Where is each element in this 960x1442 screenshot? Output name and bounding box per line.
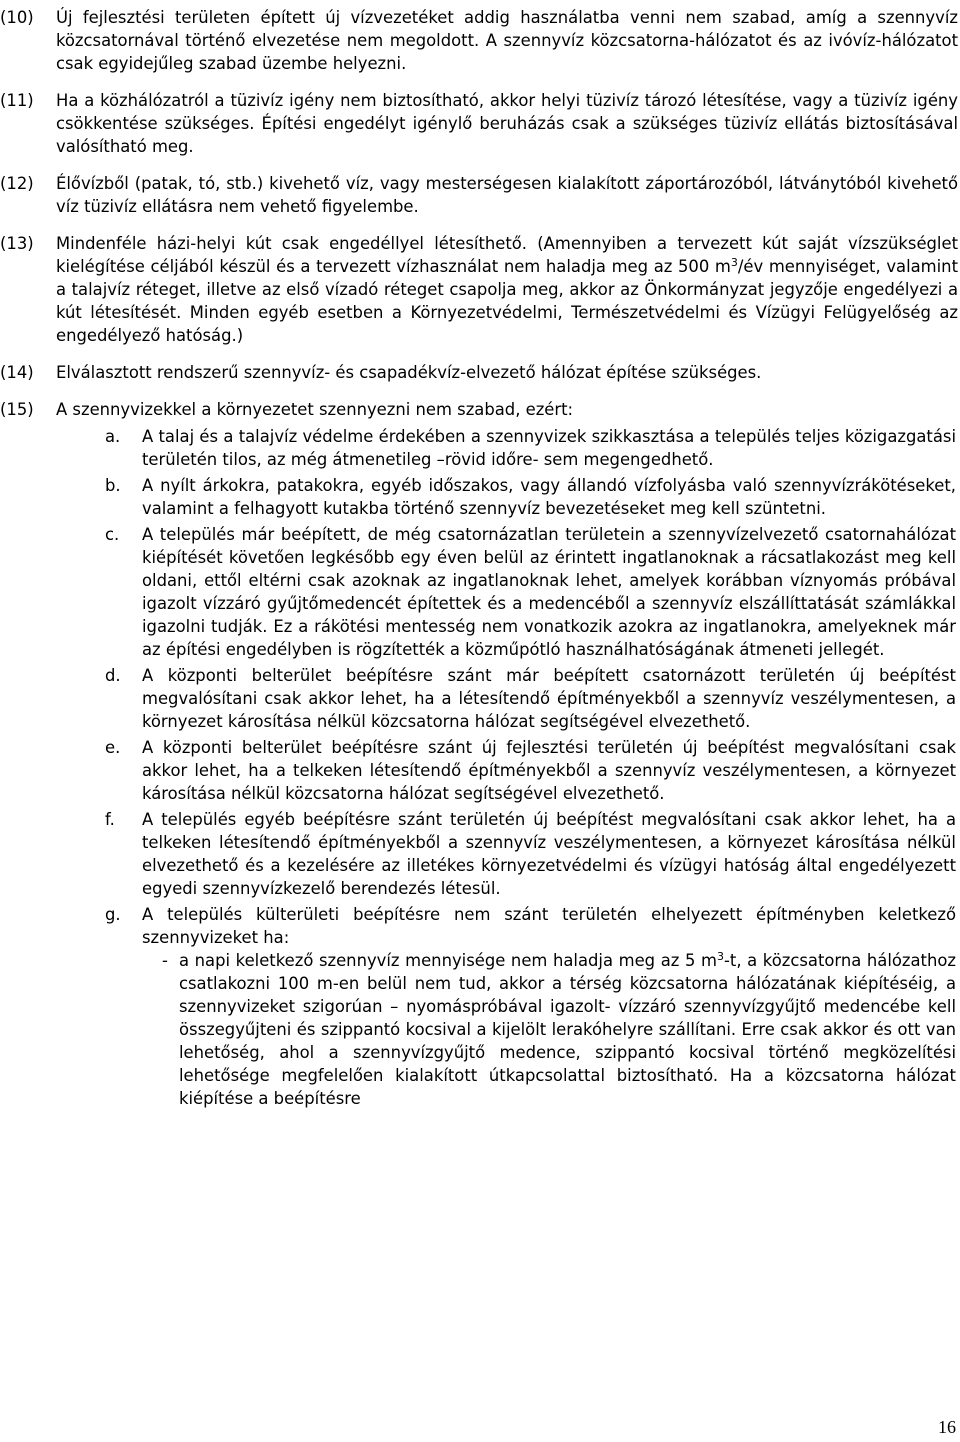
list-item: [105, 903, 956, 1110]
list-item-text: A település egyéb beépítésre szánt területén új beépítést megvalósítani csak akkor lehet, ha a telkeken létesítendő építményekből a szennyvíz veszélymentesen, a környezet károsítása nélkül elvezethető és a kezelésére az illetékes környezetvédelmi és vízügyi hatóság által engedélyezett egyedi szennyvízkezelő berendezés létesül.: [142, 810, 956, 898]
dash-item-text-part: a napi keletkező szennyvíz mennyisége nem haladja meg az 5 m: [179, 951, 717, 970]
list-letter: f.: [105, 810, 115, 829]
list-item: [105, 664, 956, 733]
paragraph-12: [0, 172, 958, 218]
paragraph-text-part: /év mennyiséget, valamint a talajvíz réteget, illetve az első vízadó réteget csapolja meg, akkor az Önkormányzat jegyzője engedélyezi a kút létesítését. Minden egyéb esetben a Környezetvédelmi, Természetvédelmi és Vízügyi Felügyelőség az engedélyező hatóság.): [56, 257, 958, 345]
superscript: 3: [730, 256, 738, 269]
paragraph-number: (12): [0, 174, 34, 193]
paragraph-number: (10): [0, 8, 34, 27]
lettered-list: [105, 425, 956, 1110]
page-number: 16: [938, 1417, 956, 1437]
list-letter: a.: [105, 427, 121, 446]
paragraph-number: (14): [0, 363, 34, 382]
list-item: [105, 523, 956, 661]
list-item: [105, 736, 956, 805]
paragraph-number: (15): [0, 400, 34, 419]
list-item-text: A település külterületi beépítésre nem szánt területén elhelyezett építményben keletkező szennyvizeket ha:: [142, 905, 956, 947]
list-letter: g.: [105, 905, 121, 924]
dash-item-text: [179, 949, 956, 1110]
paragraph-11: [0, 89, 958, 158]
list-item-text: A talaj és a talajvíz védelme érdekében a szennyvizek szikkasztása a település teljes közigazgatási területén tilos, az még átmenetileg –rövid időre- sem megengedhető.: [142, 427, 956, 469]
paragraph-text-part: Mindenféle házi-helyi kút csak engedéllyel létesíthető. (Amennyiben a tervezett kút saját vízszükséglet kielégítése céljából készül és a tervezett vízhasználat nem haladja meg az 500 m: [56, 234, 958, 276]
list-item-text: A nyílt árkokra, patakokra, egyéb időszakos, vagy állandó vízfolyásba való szennyvízrákötéseket, valamint a felhagyott kutakba történő szennyvíz bevezetéseket meg kell szüntetni.: [142, 476, 956, 518]
paragraph-10: [0, 6, 958, 75]
dash-list-item: [162, 949, 956, 1110]
paragraph-14: [0, 361, 958, 384]
dash-list: [162, 949, 956, 1110]
list-item-text: A település már beépített, de még csatornázatlan területein a szennyvízelvezető csatornahálózat kiépítését követően legkésőbb egy éven belül az érintett ingatlanoknak a rácsatlakozást meg kell oldani, ettől eltérni csak azoknak az ingatlanoknak lehet, amelyek korábban víznyomás próbával igazolt vízzáró gyűjtőmedencét építettek és a medencéből a szennyvíz elszállíttatását számlákkal igazolni tudják. Ez a rákötési mentesség nem vonatkozik azokra az ingatlanokra, amelyeknek már az építési engedélyben is rögzítették a közműpótló használhatóságának átmeneti jellegét.: [142, 525, 956, 659]
list-item: [105, 808, 956, 900]
paragraph-text: [56, 232, 958, 347]
list-item: [105, 474, 956, 520]
superscript: 3: [716, 950, 724, 963]
dash-bullet: -: [162, 951, 168, 970]
list-letter: b.: [105, 476, 121, 495]
list-item-text: A központi belterület beépítésre szánt új fejlesztési területén új beépítést megvalósítani csak akkor lehet, ha a telkeken létesítendő építményekből a szennyvíz veszélymentesen, a környezet károsítása nélkül közcsatorna hálózat segítségével elvezethető.: [142, 738, 956, 803]
dash-item-text-part: -t, a közcsatorna hálózathoz csatlakozni 100 m-en belül nem tud, akkor a térség közcsatorna hálózatának kiépítéséig, a szennyvizeket szigorúan – nyomáspróbával igazolt- vízzáró szennyvízgyűjtő medencébe kell összegyűjteni és szippantó kocsival a kijelölt lerakóhelyre szállítani. Erre csak akkor és ott van lehetőség, ahol a szennyvízgyűjtő medence, szippantó kocsival történő megközelítési lehetősége megfelelően kialakított útkapcsolattal biztosítható. Ha a közcsatorna hálózat kiépítése a beépítésre: [179, 951, 957, 1108]
paragraph-text: Ha a közhálózatról a tüzivíz igény nem biztosítható, akkor helyi tüzivíz tározó létesítése, vagy a tüzivíz igény csökkentése szükséges. Építési engedélyt igénylő beruházás csak a szükséges tüzivíz ellátás biztosításával valósítható meg.: [56, 91, 958, 156]
list-item: [105, 425, 956, 471]
list-letter: e.: [105, 738, 121, 757]
paragraph-number: (11): [0, 91, 34, 110]
paragraph-13: [0, 232, 958, 347]
paragraph-text: Élővízből (patak, tó, stb.) kivehető víz, vagy mesterségesen kialakított záportározóból, látványtóból kivehető víz tüzivíz ellátásra nem vehető figyelembe.: [56, 174, 958, 216]
list-letter: c.: [105, 525, 120, 544]
paragraph-number: (13): [0, 234, 34, 253]
list-item-text: A központi belterület beépítésre szánt már beépített csatornázott területén új beépítést megvalósítani csak akkor lehet, ha a létesítendő építményekből a szennyvíz veszélymentesen, a környezet károsítása nélkül közcsatorna hálózat segítségével elvezethető.: [142, 666, 956, 731]
list-item-content: [142, 903, 956, 1110]
paragraph-text: A szennyvizekkel a környezetet szennyezni nem szabad, ezért:: [56, 400, 574, 419]
paragraph-15: [0, 398, 958, 421]
paragraph-text: Új fejlesztési területen épített új vízvezetéket addig használatba venni nem szabad, amíg a szennyvíz közcsatornával történő elvezetése nem megoldott. A szennyvíz közcsatorna-hálózatot és az ivóvíz-hálózatot csak egyidejűleg szabad üzembe helyezni.: [56, 8, 958, 73]
list-letter: d.: [105, 666, 121, 685]
paragraph-text: Elválasztott rendszerű szennyvíz- és csapadékvíz-elvezető hálózat építése szükséges.: [56, 363, 762, 382]
